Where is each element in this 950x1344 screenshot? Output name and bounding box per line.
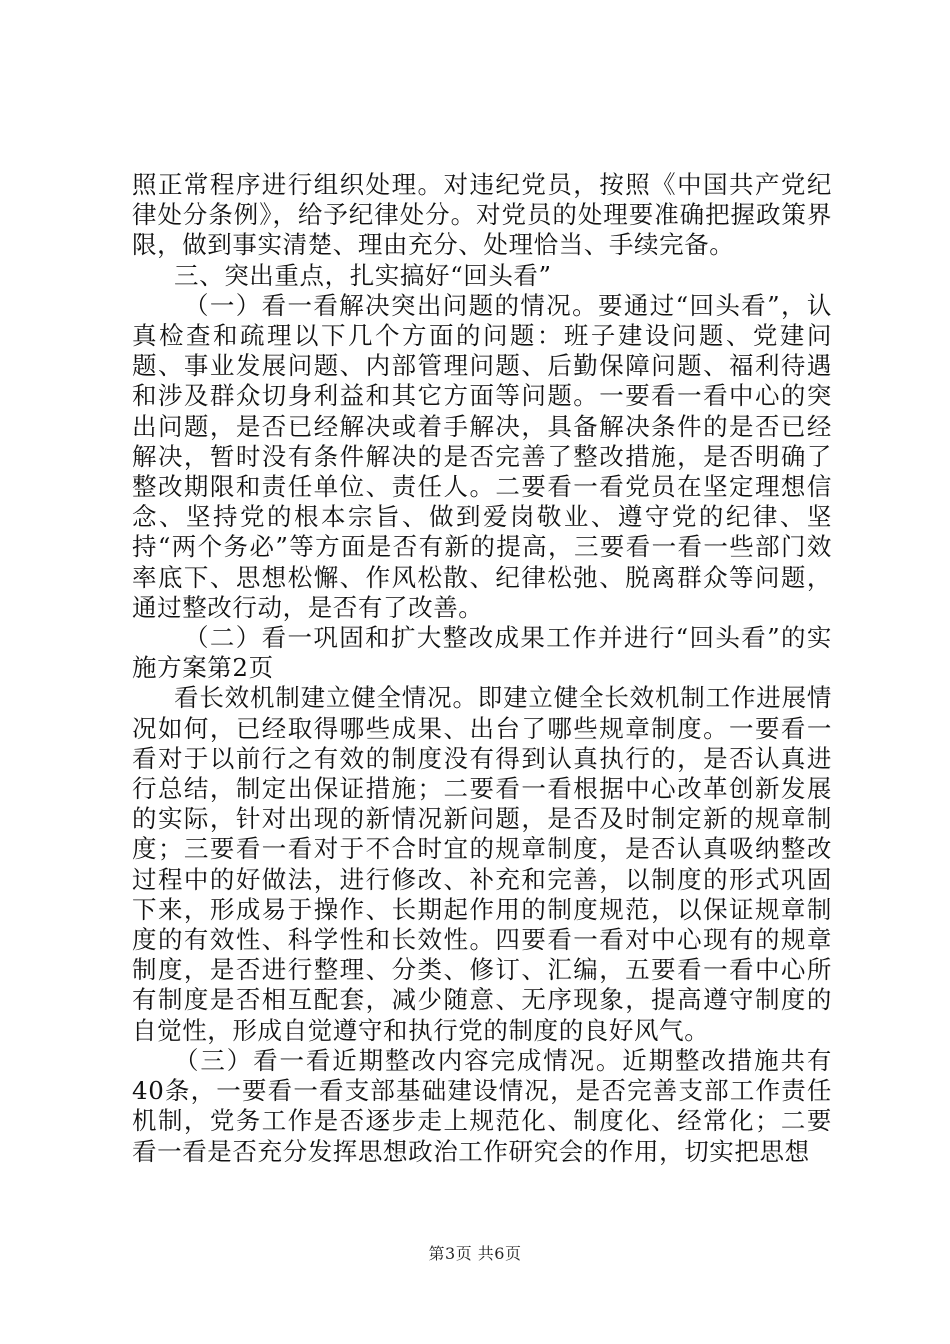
- document-body: [132, 170, 832, 1167]
- section-heading: 三、突出重点，扎实搞好“回头看”: [174, 260, 552, 290]
- paragraph-continuation: 照正常程序进行组织处理。对违纪党员，按照《中国共产党纪律处分条例》，给予纪律处分。对党员的处理要准确把握政策界限，做到事实清楚、理由充分、处理恰当、手续完备。: [132, 170, 832, 260]
- paragraph-item-two-title: （二）看一巩固和扩大整改成果工作并进行“回头看”的实施方案第2页: [132, 623, 832, 683]
- paragraph-item-three: （三）看一看近期整改内容完成情况。近期整改措施共有40条，一要看一看支部基础建设情况，是否完善支部工作责任机制，党务工作是否逐步走上规范化、制度化、经常化；二要看一看是否充分发挥思想政治工作研究会的作用，切实把思想: [132, 1045, 832, 1166]
- page-footer: 第3页 共6页: [428, 1244, 522, 1263]
- paragraph-item-one: （一）看一看解决突出问题的情况。要通过“回头看”，认真检查和疏理以下几个方面的问题：班子建设问题、党建问题、事业发展问题、内部管理问题、后勤保障问题、福利待遇和涉及群众切身利益和其它方面等问题。一要看一看中心的突出问题，是否已经解决或着手解决，具备解决条件的是否已经解决，暂时没有条件解决的是否完善了整改措施，是否明确了整改期限和责任单位、责任人。二要看一看党员在坚定理想信念、坚持党的根本宗旨、做到爱岗敬业、遵守党的纪律、坚持“两个务必”等方面是否有新的提高，三要看一看一些部门效率底下、思想松懈、作风松散、纪律松弛、脱离群众等问题，通过整改行动，是否有了改善。: [132, 290, 832, 622]
- paragraph-mechanism: 看长效机制建立健全情况。即建立健全长效机制工作进展情况如何，已经取得哪些成果、出台了哪些规章制度。一要看一看对于以前行之有效的制度没有得到认真执行的，是否认真进行总结，制定出保证措施；二要看一看根据中心改革创新发展的实际，针对出现的新情况新问题，是否及时制定新的规章制度；三要看一看对于不合时宜的规章制度，是否认真吸纳整改过程中的好做法，进行修改、补充和完善，以制度的形式巩固下来，形成易于操作、长期起作用的制度规范，以保证规章制度的有效性、科学性和长效性。四要看一看对中心现有的规章制度，是否进行整理、分类、修订、汇编，五要看一看中心所有制度是否相互配套，减少随意、无序现象，提高遵守制度的自觉性，形成自觉遵守和执行党的制度的良好风气。: [132, 683, 832, 1045]
